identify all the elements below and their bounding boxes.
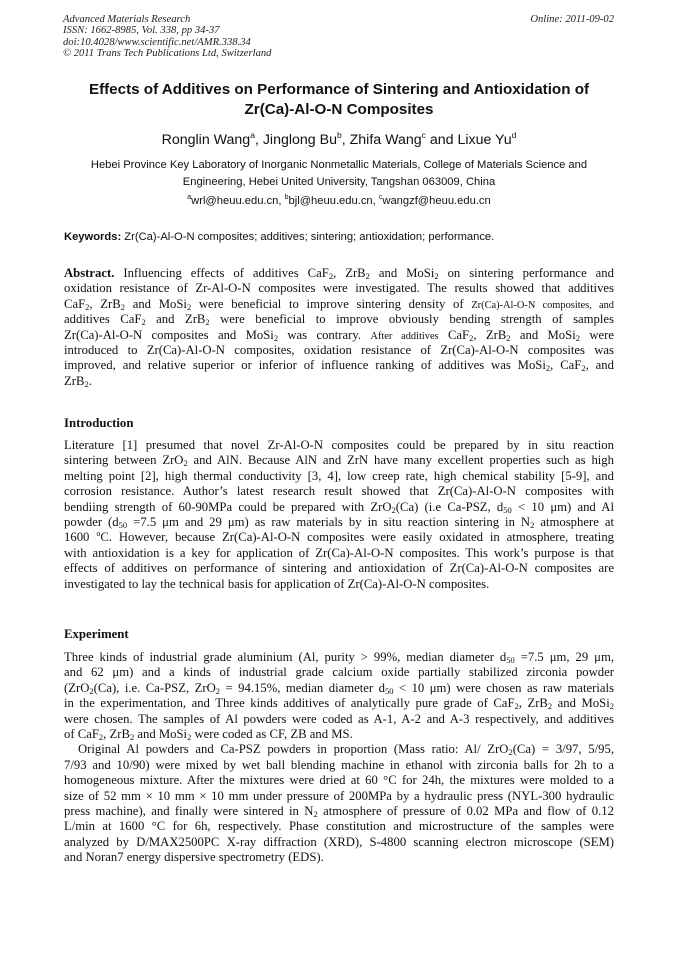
paper-title [56, 80, 622, 120]
text-line: with antioxidation is a key for application of Zr(Ca)-Al-O-N composites. This work’s purpose is that [64, 545, 614, 560]
text-line: corrosion resistance. Author’s latest research result showed that Zr(Ca)-Al-O-N composites with [64, 484, 614, 499]
abstract-line: oxidation resistance of Zr-Al-O-N composites were investigated. The results showed that additives [64, 281, 614, 296]
abstract-line: improved, and relative superior or inferior of influence ranking of additives was MoSi$_2$, CaF$_2$, and [64, 358, 614, 374]
text-line: Literature [1] presumed that novel Zr-Al-O-N composites could be prepared by in situ reaction [64, 438, 614, 452]
online-date: Online: 2011-09-02 [530, 14, 614, 25]
keywords-label: Keywords: [64, 231, 122, 243]
author-mark: d [511, 130, 517, 140]
author-mark: c [421, 130, 426, 140]
author: Ronglin Wang [161, 132, 251, 148]
abstract-line: additives CaF$_2$ and ZrB$_2$ were beneficial to improve obviously bending strength of samples [64, 312, 614, 328]
text-line: melting point [2], high thermal conductivity [3, 4], low creep rate, high chemical stability [5-9], and [64, 468, 614, 483]
text-line: sintering between ZrO$_2$ and AlN. Because AlN and ZrN have many excellent properties such as high [64, 453, 614, 469]
section-heading-experiment: Experiment [64, 627, 129, 641]
affiliation-line-1: Hebei Province Key Laboratory of Inorganic Nonmetallic Materials, College of Materials Science and [90, 159, 588, 171]
journal-header [63, 14, 271, 59]
journal-doi: doi:10.4028/www.scientific.net/AMR.338.34 [63, 36, 251, 48]
keywords [64, 229, 614, 245]
text-line: of CaF$_2$, ZrB$_2$ and MoSi$_2$ were coded as CF, ZB and MS. [64, 726, 353, 742]
text-line: in the experimentation, and Three kinds additives of analytically pure grade of CaF$_2$, ZrB$_2$ and MoSi$_2$ [64, 696, 614, 712]
text-line: Original Al powders and Ca-PSZ powders in proportion (Mass ratio: Al/ ZrO$_2$(Ca) = 3/97, 5/95, [78, 742, 614, 758]
abstract-line: Zr(Ca)-Al-O-N composites and MoSi$_2$ was contrary. After additives CaF$_2$, ZrB$_2$ and MoSi$_2$ were [64, 327, 614, 343]
title-line-1: Effects of Additives on Performance of Sintering and Antioxidation of [88, 81, 590, 98]
author: Jinglong Bu [262, 132, 337, 148]
abstract-line: ZrB$_2$. [64, 373, 92, 389]
title-line-2: Zr(Ca)-Al-O-N Composites [244, 101, 434, 118]
abstract-line: Abstract. Influencing effects of additives CaF$_2$, ZrB$_2$ and MoSi$_2$ on sintering performance and [64, 266, 614, 281]
introduction-body [64, 438, 614, 592]
experiment-body [64, 650, 614, 865]
abstract-line: introduced to Zr(Ca)-Al-O-N composites, oxidation resistance of Zr(Ca)-Al-O-N composites was [64, 342, 614, 357]
text-line: 7/93 and 10/90) were mixed by wet ball blending machine in ethanol with zirconia balls for 2h to a [64, 757, 614, 772]
text-line: effects of additives on performance of sintering and antioxidation of Zr(Ca)-Al-O-N composites are [64, 561, 614, 576]
text-line: were chosen. The samples of Al powders were coded as A-1, A-2 and A-3 respectively, and additives [64, 711, 614, 726]
author: Lixue Yu [457, 132, 512, 148]
email-link[interactable]: wrl@heuu.edu.cn [191, 195, 279, 207]
author: Zhifa Wang [349, 132, 422, 148]
text-line: powder ($d_{50} =7.5$ μm and 29 μm) as raw materials by in situ reaction sintering in $N_2$ atmosphere at [64, 514, 615, 530]
abstract-label: Abstract. [64, 266, 115, 280]
text-line: (ZrO$_2$(Ca), i.e. Ca-PSZ, ZrO$_2$ = 94.15%, median diameter $d_{50} < 10$ μm) were chosen as raw materials [64, 680, 614, 696]
affiliation [56, 157, 622, 191]
text-line: and Noran7 energy dispersive spectrometry (EDS). [64, 850, 324, 865]
section-heading-introduction: Introduction [64, 416, 134, 430]
email-list: $^a$wrl@heuu.edu.cn, $^b$bjl@heuu.edu.cn, $^c$wangzf@heuu.edu.cn [187, 194, 491, 207]
text-line: 1600 $^o$C. However, because Zr(Ca)-Al-O-N composites were easily oxidated in atmosphere, treating [64, 529, 615, 545]
author-list: Ronglin Wang$^a$, Jinglong Bu$^b$, Zhifa Wang$^c$ and Lixue Yu$^d$ [161, 130, 517, 148]
journal-copyright: © 2011 Trans Tech Publications Ltd, Switzerland [63, 47, 272, 59]
abstract [64, 266, 614, 389]
affiliation-line-2: Engineering, Hebei United University, Tangshan 063009, China [182, 176, 496, 188]
text-line: L/min at 1600 °C for 6h, respectively. Phase constitution and microstructure of the samples were [64, 819, 614, 834]
text-line: and 62 μm) and a kinds of industrial grade calcium oxide partially stabilized zirconia powder [64, 665, 614, 680]
text-line: Three kinds of industrial grade aluminium (Al, purity > 99%, median diameter $d_{50} =7.5$ μm, 29 μm, [64, 650, 615, 665]
text-line: analyzed by D/MAX2500PC X-ray diffraction (XRD), S-4800 scanning electron microscope (SEM) [64, 834, 614, 849]
text-line: size of 52 mm × 10 mm × 10 mm under pressure of 200MPa by a hydraulic press (NYL-300 hydraulic [64, 788, 614, 803]
text-line: bendiing strength of 60-90MPa could be prepared with ZrO$_2$(Ca) (i.e Ca-PSZ, $d_{50} < 10$ μm) and Al [64, 499, 614, 515]
text-line: investigated to lay the technical basis for application of Zr(Ca)-Al-O-N composites. [64, 576, 490, 591]
journal-name: Advanced Materials Research [63, 14, 191, 25]
text-line: press machine), and finally were sintered in $N_2$ atmosphere of pressure of 0.02 MPa and flow of 0.12 [64, 803, 614, 819]
author-mark: b [336, 130, 342, 140]
abstract-line: CaF$_2$, ZrB$_2$ and MoSi$_2$ were beneficial to improve sintering density of Zr(Ca)-Al-O-N composites, and [64, 296, 614, 312]
email-link[interactable]: wangzf@heuu.edu.cn [382, 195, 491, 207]
journal-issn: ISSN: 1662-8985, Vol. 338, pp 34-37 [63, 25, 220, 37]
email-link[interactable]: bjl@heuu.edu.cn [288, 195, 373, 207]
author-mark: a [250, 130, 255, 140]
text-line: homogeneous mixture. After the mixtures were dried at 60 °C for 24h, the mixtures were molded to a [64, 773, 614, 788]
keywords-text: Zr(Ca)-Al-O-N composites; additives; sintering; antioxidation; performance. [121, 231, 495, 243]
